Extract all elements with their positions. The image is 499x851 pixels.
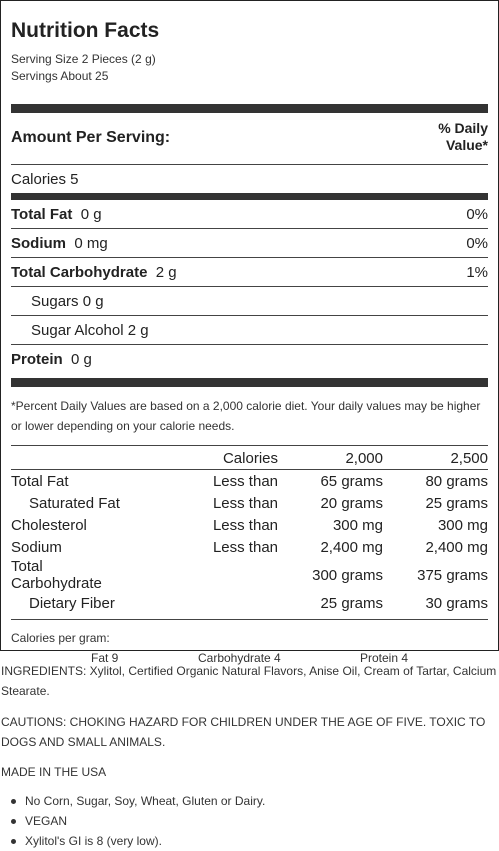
table-cell: Less than: [212, 494, 278, 512]
table-cell: 2,400 mg: [425, 538, 488, 556]
table-cell: 2,500: [450, 449, 488, 467]
table-row: [11, 492, 488, 514]
table-cell: 80 grams: [425, 472, 488, 490]
nutrient-row-total-carbohydrate: [11, 258, 488, 287]
made-in-text: MADE IN THE USA: [1, 765, 107, 779]
nutrient-name: Total Carbohydrate: [11, 263, 148, 281]
nutrition-facts-title: Nutrition Facts: [11, 19, 160, 42]
table-row: [11, 514, 488, 536]
table-cell: 300 grams: [312, 566, 383, 584]
table-cell: 30 grams: [425, 594, 488, 612]
table-cell: 300 mg: [332, 516, 383, 534]
divider: [11, 619, 488, 620]
ingredients-text: INGREDIENTS: Xylitol, Certified Organic Natural Flavors, Anise Oil, Cream of Tartar, Calcium Stearate.: [1, 664, 497, 698]
nutrient-row-protein: [11, 345, 488, 374]
table-cell: Dietary Fiber: [29, 594, 115, 612]
table-row: [11, 592, 488, 614]
nutrient-row-sodium: [11, 229, 488, 258]
table-row: [11, 470, 488, 492]
table-row: [11, 558, 488, 592]
amount-per-serving-row: [11, 113, 488, 164]
table-cell: Cholesterol: [11, 516, 87, 534]
table-cell: [11, 447, 128, 469]
table-cell: Saturated Fat: [29, 494, 120, 512]
daily-value-header-line1: % Daily: [438, 120, 488, 136]
nutrient-amount: 0 g: [71, 351, 92, 368]
list-item: Xylitol's GI is 8 (very low).: [1, 831, 498, 851]
thick-divider: [11, 104, 488, 113]
amount-per-serving-label: Amount Per Serving:: [11, 129, 171, 146]
calories-per-gram-label: Calories per gram:: [11, 631, 110, 645]
table-cell: Calories: [222, 449, 278, 467]
nutrient-amount: 0 mg: [74, 234, 108, 252]
table-cell: Total Fat: [11, 472, 69, 490]
nutrient-dv: 1%: [466, 263, 488, 281]
daily-value-header-line2: Value*: [445, 137, 488, 153]
table-cell: Total Carbohydrate: [11, 558, 102, 592]
table-cell: 375 grams: [417, 566, 488, 584]
product-info: [0, 651, 499, 851]
table-cell: 300 mg: [437, 516, 488, 534]
nutrient-name: Protein: [11, 351, 63, 368]
thick-divider: [11, 378, 488, 387]
nutrient-name: Total Fat: [11, 205, 73, 223]
table-cell: Less than: [212, 472, 278, 490]
calories-text: Calories 5: [11, 170, 79, 188]
divider: [11, 445, 488, 446]
servings-per-container: Servings About 25: [11, 69, 109, 83]
table-cell: Less than: [212, 516, 278, 534]
table-cell: [128, 558, 278, 592]
list-item: VEGAN: [1, 811, 498, 831]
nutrient-name: Sodium: [11, 234, 66, 252]
calories-row: [11, 165, 488, 193]
nutrient-amount: 0 g: [80, 205, 102, 223]
table-cell: 25 grams: [425, 494, 488, 512]
cautions-text: CAUTIONS: CHOKING HAZARD FOR CHILDREN UNDER THE AGE OF FIVE. TOXIC TO DOGS AND SMALL ANIMALS.: [1, 715, 486, 749]
nutrient-row-sugar-alcohol: [11, 316, 488, 345]
table-cell: 25 grams: [320, 594, 383, 612]
daily-value-footnote: *Percent Daily Values are based on a 2,000 calorie diet. Your daily values may be higher or lower depending on your calorie needs.: [11, 399, 481, 433]
table-cell: 2,400 mg: [320, 538, 383, 556]
daily-value-reference-table: [11, 447, 488, 469]
feature-list: [1, 791, 498, 851]
daily-value-header: [438, 120, 488, 154]
nutrient-row-total-fat: [11, 200, 488, 229]
nutrient-name: Sugar Alcohol 2 g: [31, 321, 149, 339]
nutrient-row-sugars: [11, 287, 488, 316]
table-cell: [128, 592, 278, 614]
table-cell: Sodium: [11, 538, 62, 556]
nutrient-dv: 0%: [466, 234, 488, 252]
cpg-fat: Fat 9: [91, 651, 119, 665]
table-header-row: [11, 447, 488, 469]
cpg-carbohydrate: Carbohydrate 4: [198, 651, 281, 665]
nutrient-name: Sugars 0 g: [31, 292, 104, 310]
table-cell: 2,000: [345, 449, 383, 467]
cpg-protein: Protein 4: [360, 651, 409, 665]
table-cell: Less than: [212, 538, 278, 556]
nutrient-amount: 2 g: [155, 263, 177, 281]
nutrient-dv: 0%: [466, 205, 488, 223]
medium-divider: [11, 193, 488, 200]
table-row: [11, 536, 488, 558]
table-cell: 65 grams: [320, 472, 383, 490]
serving-size: Serving Size 2 Pieces (2 g): [11, 52, 156, 66]
table-cell: 20 grams: [320, 494, 383, 512]
daily-value-reference-table-body: [11, 470, 488, 614]
list-item: No Corn, Sugar, Soy, Wheat, Gluten or Dairy.: [1, 791, 498, 811]
